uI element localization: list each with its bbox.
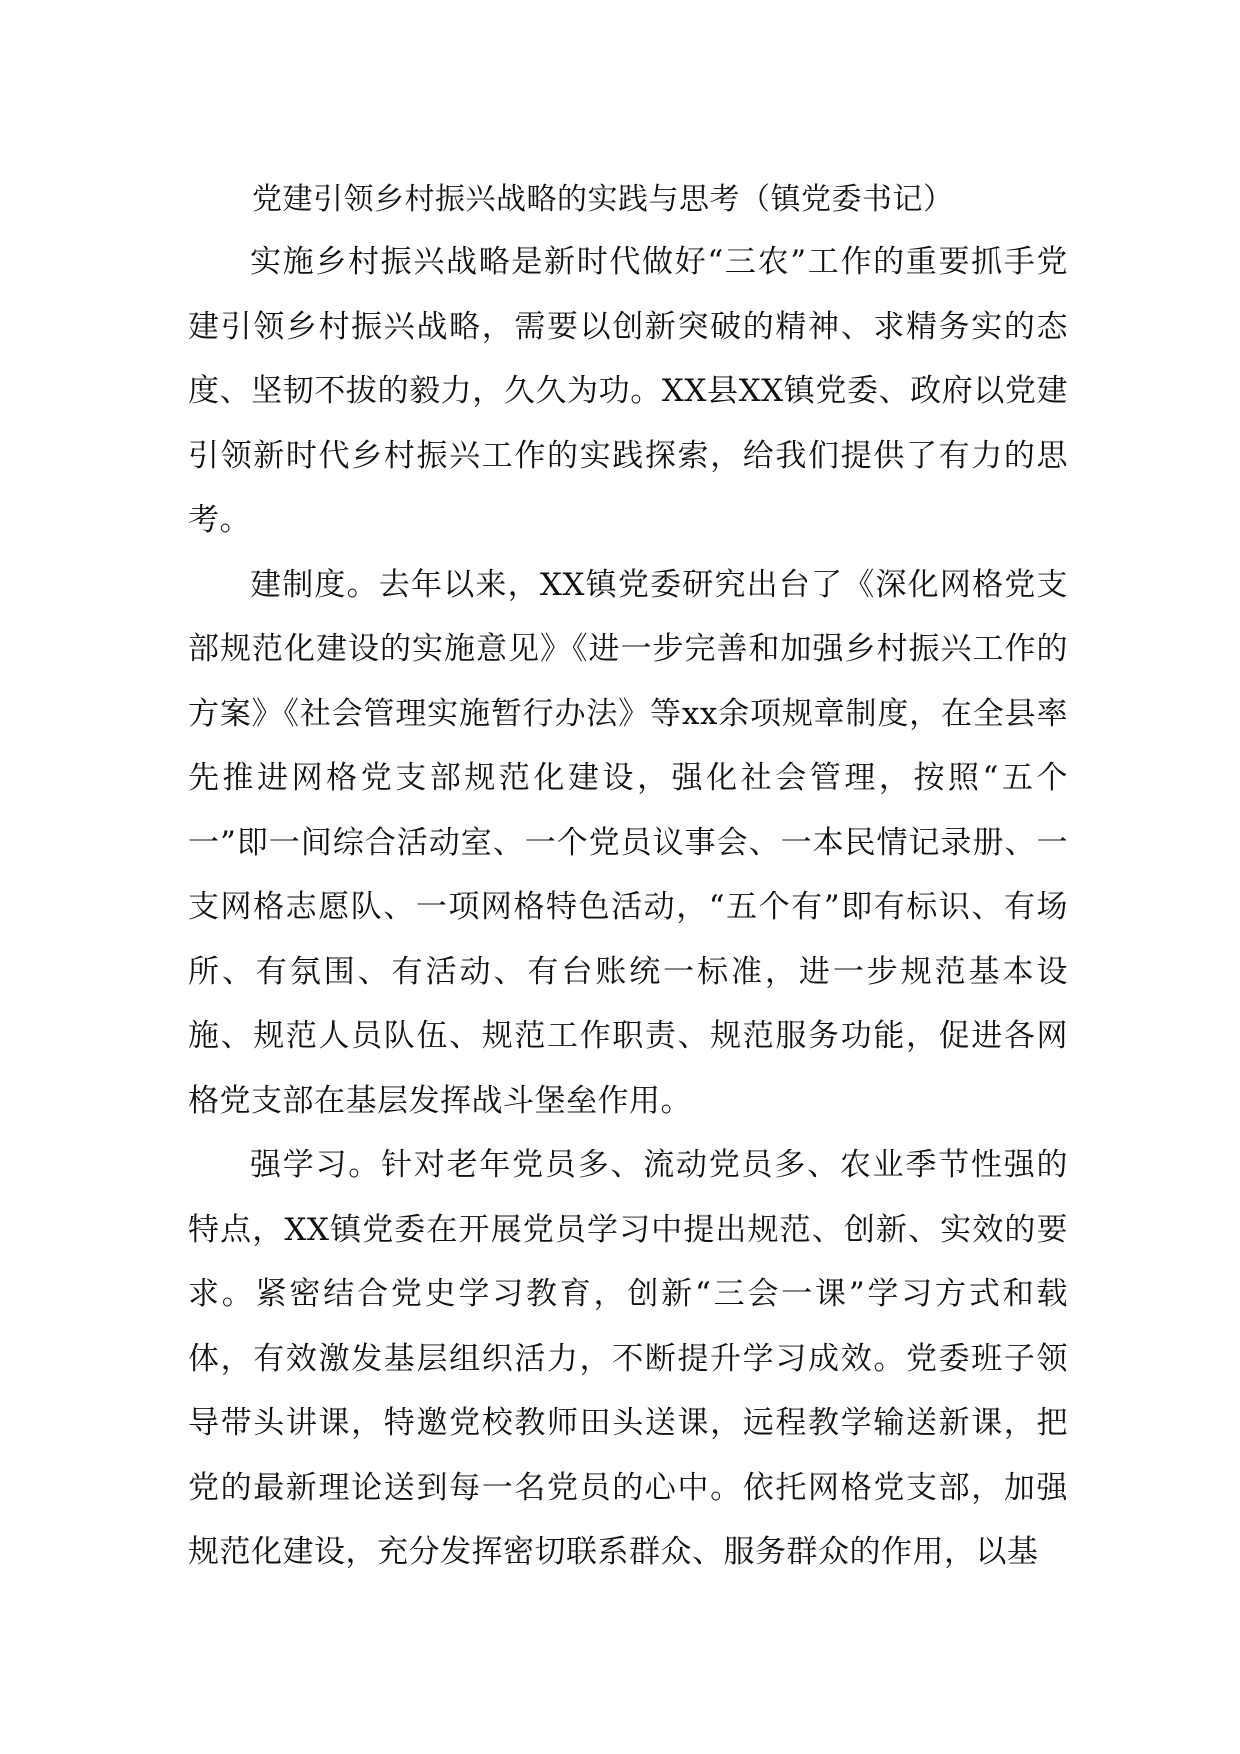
paragraph-build-system: 建制度。去年以来，XX镇党委研究出台了《深化网格党支部规范化建设的实施意见》《进一步完善和加强乡村振兴工作的方案》《社会管理实施暂行办法》等xx余项规章制度，在全县率先推进网格党支部规范化建设，强化社会管理，按照“五个一”即一间综合活动室、一个党员议事会、一本民情记录册、一支网格志愿队、一项网格特色活动，“五个有”即有标识、有场所、有氛围、有活动、有台账统一标准，进一步规范基本设施、规范人员队伍、规范工作职责、规范服务功能，促进各网格党支部在基层发挥战斗堡垒作用。	[188, 566, 1068, 1119]
paragraph-strengthen-learning: 强学习。针对老年党员多、流动党员多、农业季节性强的特点，XX镇党委在开展党员学习中提出规范、创新、实效的要求。紧密结合党史学习教育，创新“三会一课”学习方式和载体，有效激发基层组织活力，不断提升学习成效。党委班子领导带头讲课，特邀党校教师田头送课，远程教学输送新课，把党的最新理论送到每一名党员的心中。依托网格党支部，加强规范化建设，充分发挥密切联系群众、服务群众的作用，以基	[188, 1147, 1068, 1570]
document-page	[188, 170, 1068, 1585]
paragraph-intro: 实施乡村振兴战略是新时代做好“三农”工作的重要抓手党建引领乡村振兴战略，需要以创新突破的精神、求精务实的态度、坚韧不拔的毅力，久久为功。XX县XX镇党委、政府以党建引领新时代乡村振兴工作的实践探索，给我们提供了有力的思考。	[188, 244, 1068, 538]
document-title: 党建引领乡村振兴战略的实践与思考（镇党委书记）	[252, 182, 954, 217]
